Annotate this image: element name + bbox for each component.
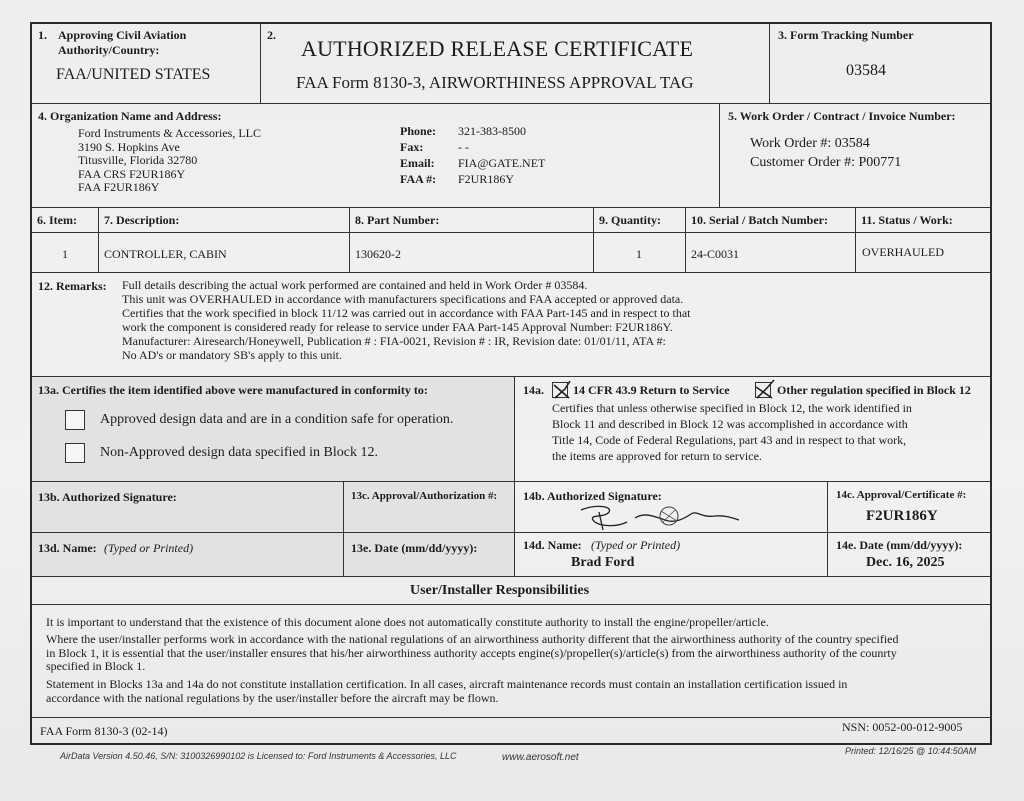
block-13a (32, 377, 515, 482)
authorized-signature (575, 500, 745, 532)
contactV-line: FIA@GATE.NET (458, 156, 546, 170)
block-12-remarks (32, 273, 992, 377)
contactV-line: F2UR186Y (458, 172, 515, 186)
header-part-number-label: 8. Part Number: (355, 213, 440, 227)
header-description (99, 208, 350, 233)
contactL-line: FAA #: (400, 172, 437, 186)
block-14c-label: 14c. Approval/Certificate #: (836, 489, 967, 501)
header-description-label: 7. Description: (104, 213, 180, 227)
header-item (32, 208, 99, 233)
customer-order-number: Customer Order #: P00771 (750, 155, 902, 170)
remarks-line: No AD's or mandatory SB's apply to this unit. (122, 348, 342, 362)
b14lines-line: Certifies that unless otherwise specified in Block 12, the work identified in (552, 401, 912, 415)
block-14a-label: 14a. (523, 383, 544, 397)
header-status-label: 11. Status / Work: (861, 213, 953, 227)
block-4 (32, 104, 720, 208)
check-x-mark-icon (550, 378, 574, 402)
return-to-service-label: 14 CFR 43.9 Return to Service (573, 383, 730, 397)
header-serial-label: 10. Serial / Batch Number: (691, 213, 828, 227)
header-part-number (350, 208, 594, 233)
approved-design-text: Approved design data and are in a condition safe for operation. (100, 412, 454, 427)
item-description: CONTROLLER, CABIN (104, 247, 227, 261)
addr-line: Titusville, Florida 32780 (78, 153, 198, 167)
release-date: Dec. 16, 2025 (866, 555, 945, 570)
block-13b (32, 482, 344, 533)
block-1-label-2: Authority/Country: (58, 43, 160, 57)
approval-certificate-number: F2UR186Y (866, 508, 938, 524)
addr-line: FAA F2UR186Y (78, 180, 160, 194)
approved-design-checkbox[interactable] (65, 410, 85, 430)
remarks-label: 12. Remarks: (38, 279, 107, 293)
other-regulation-label: Other regulation specified in Block 12 (777, 383, 971, 397)
block-13b-label: 13b. Authorized Signature: (38, 490, 177, 504)
contactL-line: Fax: (400, 140, 424, 154)
block-13a-label: 13a. Certifies the item identified above were manufactured in conformity to: (38, 383, 428, 397)
rp2-line: Where the user/installer performs work in accordance with the national regulations of an airworthiness authority different that the airworthiness authority of the country specified (46, 632, 899, 646)
header-serial (686, 208, 856, 233)
non-approved-design-text: Non-Approved design data specified in Block 12. (100, 445, 378, 460)
return-to-service-checkbox[interactable] (552, 382, 568, 398)
signer-name: Brad Ford (571, 555, 635, 570)
block-14e-label: 14e. Date (mm/dd/yyyy): (836, 538, 963, 552)
responsibilities-header (32, 577, 992, 605)
row-item (32, 233, 99, 273)
row-part-number (350, 233, 594, 273)
header-item-label: 6. Item: (37, 213, 77, 227)
form-tracking-number: 03584 (846, 62, 886, 79)
header-quantity-label: 9. Quantity: (599, 213, 662, 227)
addr-line: 3190 S. Hopkins Ave (78, 139, 180, 154)
authority-country: FAA/UNITED STATES (56, 66, 211, 83)
block-13c (344, 482, 515, 533)
check-x-mark-icon (753, 378, 777, 402)
b14lines-line: Block 11 and described in Block 12 was accomplished in accordance with (552, 417, 908, 431)
remarks-line: work the component is considered ready for release to service under FAA Part-145 Approval Number: F2UR186Y. (122, 320, 673, 334)
block-14b-label: 14b. Authorized Signature: (523, 489, 662, 503)
block-1-label: Approving Civil Aviation (58, 28, 187, 42)
row-quantity (594, 233, 686, 273)
contactV-line: 321-383-8500 (458, 124, 526, 138)
nsn-number: NSN: 0052-00-012-9005 (842, 720, 963, 734)
block-14a (515, 377, 992, 482)
row-description (99, 233, 350, 273)
block-5 (720, 104, 992, 208)
header-quantity (594, 208, 686, 233)
contactV-line: - - (458, 140, 469, 154)
remarks-line: Full details describing the actual work performed are contained and held in Work Order # 03584. (122, 278, 588, 292)
software-url[interactable]: www.aerosoft.net (502, 752, 579, 763)
block-3-label: 3. Form Tracking Number (778, 28, 914, 42)
block-14d (515, 533, 828, 577)
row-serial (686, 233, 856, 273)
block-1 (32, 24, 261, 104)
block-13d-label: 13d. Name: (38, 541, 97, 555)
b14lines-line: Title 14, Code of Federal Regulations, part 43 and in respect to that work, (552, 433, 907, 447)
rp3-line: Statement in Blocks 13a and 14a do not constitute installation certification. In all cases, aircraft maintenance records must contain an installation certification issued in (46, 677, 848, 691)
block-1-num: 1. (38, 28, 47, 42)
rp2-line: in Block 1, it is essential that the user/installer ensures that his/her airworthiness authority accepts engine(s)/propeller(s)/article(s) from the airworthiness authority of the counrty (46, 645, 897, 660)
block-13d-hint: (Typed or Printed) (104, 541, 194, 555)
form-frame (30, 22, 992, 745)
block-4-label: 4. Organization Name and Address: (38, 109, 222, 123)
block-13e-label: 13e. Date (mm/dd/yyyy): (351, 541, 478, 555)
responsibilities-title: User/Installer Responsibilities (410, 583, 590, 598)
item-serial-number: 24-C0031 (691, 247, 739, 261)
block-2-num: 2. (267, 28, 276, 42)
b14lines-line: the items are approved for return to service. (552, 449, 762, 463)
item-number: 1 (62, 247, 68, 261)
addr-line: Ford Instruments & Accessories, LLC (78, 126, 261, 140)
block-2 (261, 24, 770, 104)
remarks-line: Manufacturer: Airesearch/Honeywell, Publication # : FIA-0021, Revision # : IR, Revision date: 01/01/11, ATA #: (122, 334, 666, 348)
addr-line: FAA CRS F2UR186Y (78, 166, 186, 181)
form-id-row (32, 718, 992, 743)
certificate-title: AUTHORIZED RELEASE CERTIFICATE (301, 36, 694, 61)
work-order-number: Work Order #: 03584 (750, 136, 870, 151)
block-14c (828, 482, 992, 533)
block-13e (344, 533, 515, 577)
block-14d-hint: (Typed or Printed) (591, 538, 681, 552)
remarks-line: This unit was OVERHAULED in accordance with manufacturers specifications and FAA accepted or approved data. (122, 292, 684, 306)
contactL-line: Email: (400, 156, 435, 170)
item-quantity: 1 (636, 247, 642, 261)
block-14d-label: 14d. Name: (523, 538, 582, 552)
form-id: FAA Form 8130-3 (02-14) (40, 724, 168, 738)
software-version: AirData Version 4.50.46, S/N: 3100326990102 is Licensed to: Ford Instruments & Accessories, LLC (60, 751, 457, 761)
item-part-number: 130620-2 (355, 247, 401, 261)
rp2-line: specified in Block 1. (46, 659, 146, 673)
rp3-line: accordance with the national regulations by the user/installer before the aircraft may be flown. (46, 690, 499, 705)
certificate-subtitle: FAA Form 8130-3, AIRWORTHINESS APPROVAL TAG (296, 73, 694, 92)
block-5-label: 5. Work Order / Contract / Invoice Number: (728, 109, 956, 123)
block-14b (515, 482, 828, 533)
block-13c-label: 13c. Approval/Authorization #: (351, 490, 498, 502)
remarks-line: Certifies that the work specified in block 11/12 was carried out in accordance with FAA Part-145 and in respect to that (122, 306, 691, 320)
block-13d (32, 533, 344, 577)
row-status (856, 233, 992, 273)
block-14e (828, 533, 992, 577)
contactL-line: Phone: (400, 124, 436, 138)
responsibilities-body (32, 605, 992, 718)
item-status: OVERHAULED (862, 245, 944, 259)
printed-timestamp: Printed: 12/16/25 @ 10:44:50AM (845, 746, 977, 756)
block-3 (770, 24, 992, 104)
responsibilities-p1: It is important to understand that the existence of this document alone does not automatically constitute authority to install the engine/propeller/article. (46, 615, 769, 629)
other-regulation-checkbox[interactable] (755, 382, 771, 398)
header-status (856, 208, 992, 233)
non-approved-design-checkbox[interactable] (65, 443, 85, 463)
